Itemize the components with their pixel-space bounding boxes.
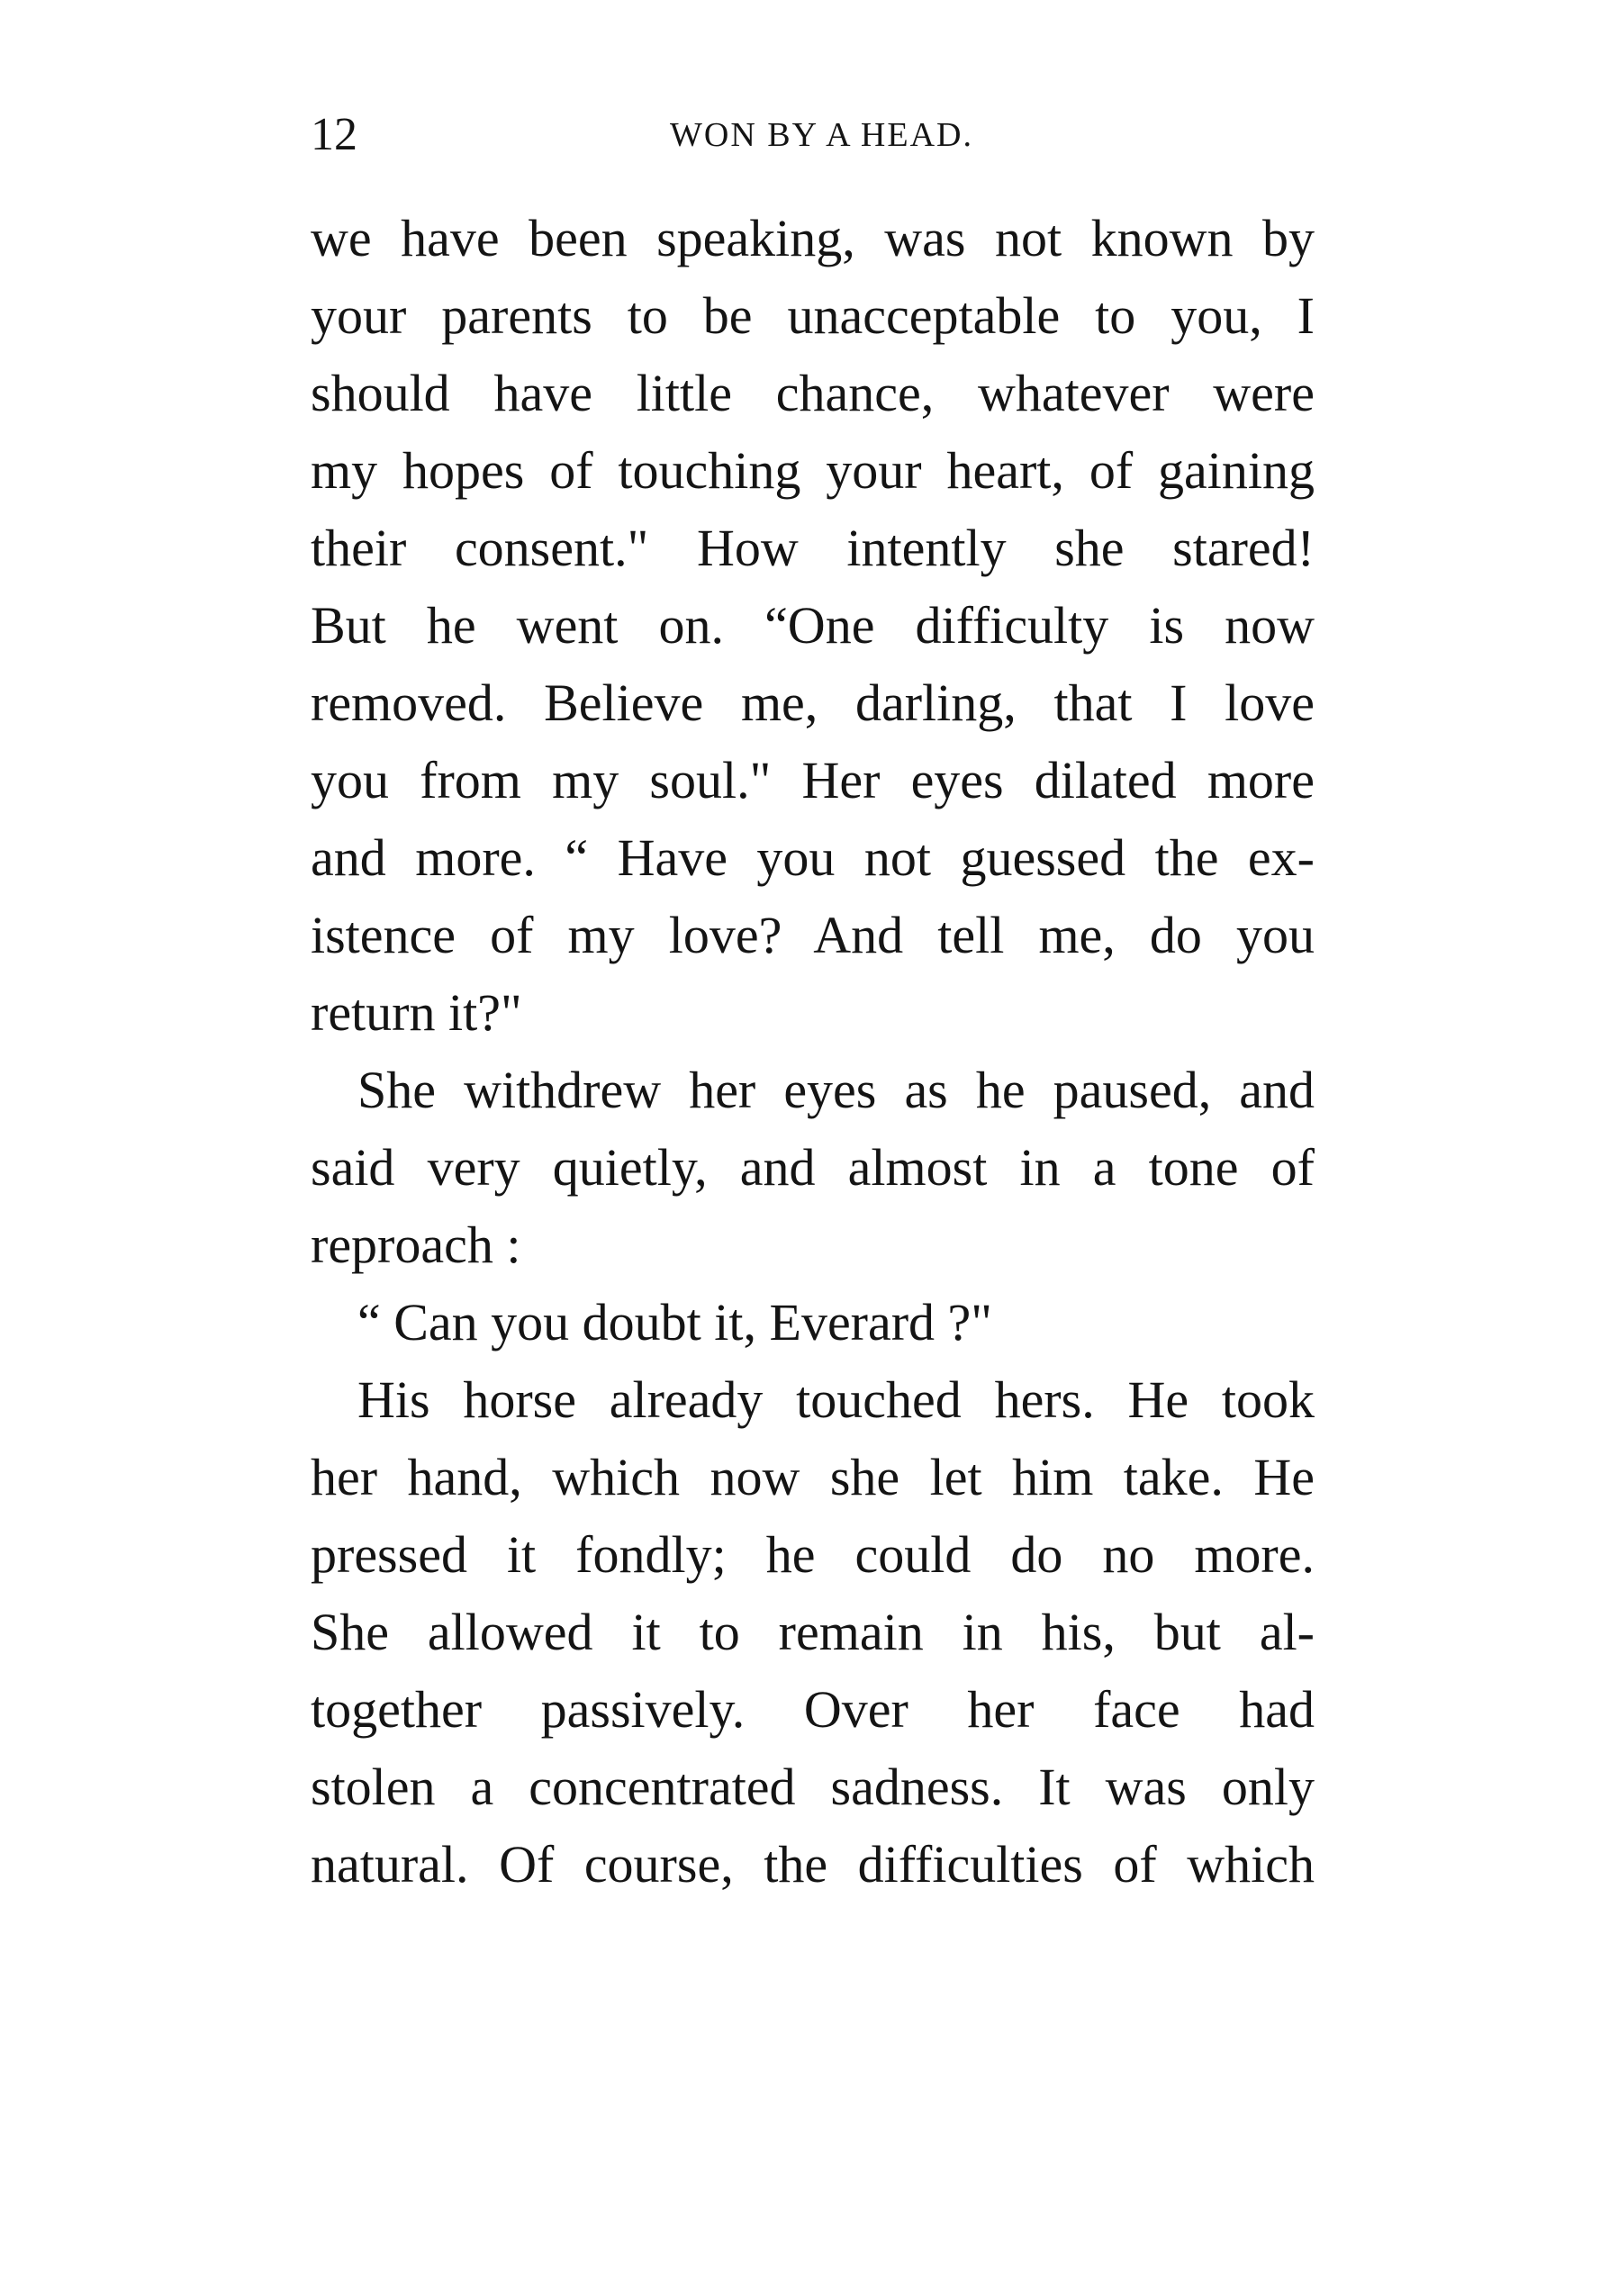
- text-line: “ Can you doubt it, Everard ?": [357, 1293, 992, 1351]
- text-line: But he went on. “One difficulty is now: [311, 596, 1315, 655]
- text-line: return it?": [311, 983, 522, 1042]
- text-line: said very quietly, and almost in a tone of: [311, 1138, 1315, 1197]
- text-line: your parents to be unacceptable to you, I: [311, 286, 1315, 345]
- page-number: 12: [311, 109, 357, 160]
- text-line: She allowed it to remain in his, but al-: [311, 1603, 1315, 1661]
- text-line: together passively. Over her face had: [311, 1680, 1315, 1739]
- text-line: my hopes of touching your heart, of gaining: [311, 441, 1315, 500]
- text-line: His horse already touched hers. He took: [357, 1370, 1315, 1429]
- text-line: we have been speaking, was not known by: [311, 209, 1315, 267]
- text-line: natural. Of course, the difficulties of which: [311, 1835, 1315, 1894]
- text-line: pressed it fondly; he could do no more.: [311, 1525, 1315, 1584]
- text-line: and more. “ Have you not guessed the ex-: [311, 828, 1315, 887]
- text-line: her hand, which now she let him take. He: [311, 1448, 1315, 1506]
- body-text: [311, 200, 1315, 1903]
- text-line: stolen a concentrated sadness. It was only: [311, 1758, 1315, 1816]
- text-line: istence of my love? And tell me, do you: [311, 906, 1315, 964]
- text-line: reproach :: [311, 1216, 521, 1274]
- running-title: WON BY A HEAD.: [670, 116, 973, 154]
- text-line: She withdrew her eyes as he paused, and: [357, 1061, 1315, 1119]
- text-line: you from my soul." Her eyes dilated more: [311, 751, 1315, 809]
- text-line: should have little chance, whatever were: [311, 364, 1315, 422]
- text-line: removed. Believe me, darling, that I love: [311, 673, 1315, 732]
- running-head: [311, 99, 1315, 171]
- text-line: their consent." How intently she stared!: [311, 519, 1315, 577]
